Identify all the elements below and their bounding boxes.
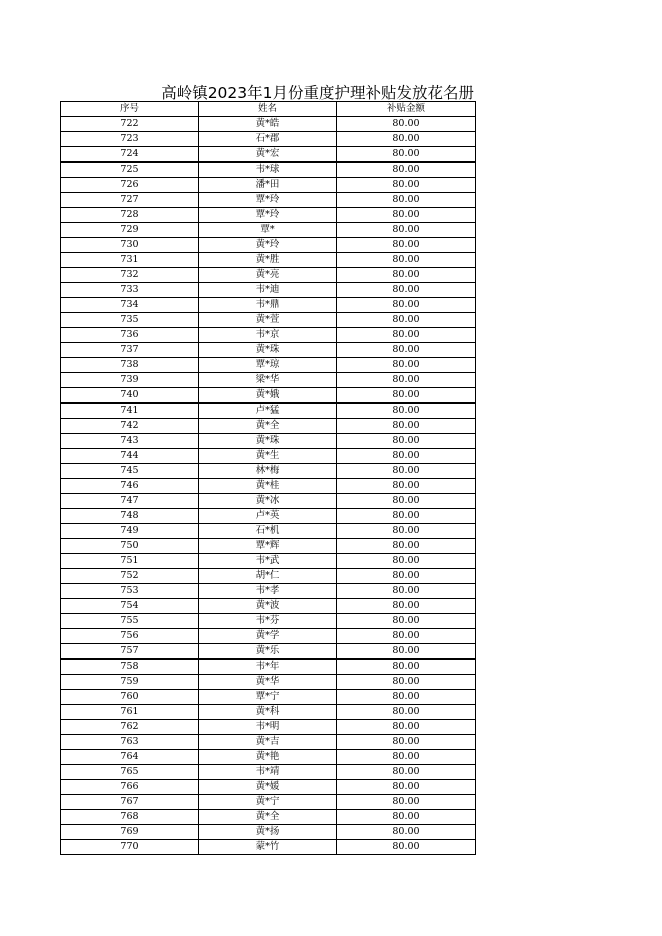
cell-amount: 80.00 — [337, 373, 476, 388]
table-row — [61, 223, 476, 238]
table-row — [61, 554, 476, 569]
cell-index: 759 — [61, 675, 199, 690]
cell-name: 韦*孝 — [199, 584, 337, 599]
cell-index: 761 — [61, 705, 199, 720]
cell-amount: 80.00 — [337, 765, 476, 780]
table-row — [61, 343, 476, 358]
table-row — [61, 599, 476, 614]
cell-name: 黄*扬 — [199, 825, 337, 840]
cell-amount: 80.00 — [337, 840, 476, 855]
cell-amount: 80.00 — [337, 253, 476, 268]
cell-name: 韦*球 — [199, 162, 337, 178]
table-row — [61, 644, 476, 660]
cell-name: 韦*靖 — [199, 765, 337, 780]
cell-name: 韦*鼎 — [199, 298, 337, 313]
table-row — [61, 117, 476, 132]
cell-name: 覃*玲 — [199, 208, 337, 223]
cell-amount: 80.00 — [337, 599, 476, 614]
table-row — [61, 328, 476, 343]
cell-amount: 80.00 — [337, 132, 476, 147]
cell-name: 覃* — [199, 223, 337, 238]
cell-name: 黄*学 — [199, 629, 337, 644]
table-row — [61, 178, 476, 193]
table-row — [61, 419, 476, 434]
cell-amount: 80.00 — [337, 479, 476, 494]
cell-name: 黄*萱 — [199, 313, 337, 328]
cell-amount: 80.00 — [337, 509, 476, 524]
table-row — [61, 403, 476, 419]
cell-index: 726 — [61, 178, 199, 193]
table-body — [61, 117, 476, 855]
cell-amount: 80.00 — [337, 810, 476, 825]
table-row — [61, 298, 476, 313]
cell-index: 768 — [61, 810, 199, 825]
table-row — [61, 373, 476, 388]
cell-amount: 80.00 — [337, 298, 476, 313]
cell-name: 韦*迪 — [199, 283, 337, 298]
cell-amount: 80.00 — [337, 358, 476, 373]
cell-index: 747 — [61, 494, 199, 509]
table-row — [61, 750, 476, 765]
cell-name: 黄*亮 — [199, 268, 337, 283]
table-row — [61, 840, 476, 855]
cell-amount: 80.00 — [337, 388, 476, 404]
cell-index: 743 — [61, 434, 199, 449]
cell-amount: 80.00 — [337, 283, 476, 298]
cell-name: 黄*宏 — [199, 147, 337, 163]
cell-index: 760 — [61, 690, 199, 705]
cell-amount: 80.00 — [337, 524, 476, 539]
cell-index: 723 — [61, 132, 199, 147]
cell-amount: 80.00 — [337, 705, 476, 720]
cell-index: 724 — [61, 147, 199, 163]
cell-index: 764 — [61, 750, 199, 765]
cell-index: 735 — [61, 313, 199, 328]
cell-index: 742 — [61, 419, 199, 434]
table-row — [61, 238, 476, 253]
cell-name: 黄*全 — [199, 810, 337, 825]
cell-index: 757 — [61, 644, 199, 660]
cell-index: 731 — [61, 253, 199, 268]
cell-name: 黄*科 — [199, 705, 337, 720]
cell-index: 754 — [61, 599, 199, 614]
cell-name: 黄*娥 — [199, 388, 337, 404]
cell-amount: 80.00 — [337, 735, 476, 750]
cell-index: 770 — [61, 840, 199, 855]
cell-name: 黄*胜 — [199, 253, 337, 268]
table-row — [61, 509, 476, 524]
table-row — [61, 193, 476, 208]
cell-index: 748 — [61, 509, 199, 524]
cell-name: 覃*辉 — [199, 539, 337, 554]
table-row — [61, 690, 476, 705]
cell-amount: 80.00 — [337, 795, 476, 810]
cell-amount: 80.00 — [337, 629, 476, 644]
table-row — [61, 313, 476, 328]
cell-amount: 80.00 — [337, 223, 476, 238]
table-row — [61, 795, 476, 810]
cell-index: 762 — [61, 720, 199, 735]
page-title-text: 高岭镇2023年1月份重度护理补贴发放花名册 — [161, 84, 474, 102]
table-row — [61, 825, 476, 840]
cell-name: 黄*玲 — [199, 238, 337, 253]
table-row — [61, 132, 476, 147]
cell-name: 黄*皓 — [199, 117, 337, 132]
cell-amount: 80.00 — [337, 419, 476, 434]
cell-name: 黄*吉 — [199, 735, 337, 750]
cell-index: 741 — [61, 403, 199, 419]
cell-amount: 80.00 — [337, 343, 476, 358]
cell-name: 韦*京 — [199, 328, 337, 343]
table-row — [61, 614, 476, 629]
cell-name: 石*郡 — [199, 132, 337, 147]
table-row — [61, 479, 476, 494]
cell-name: 蒙*竹 — [199, 840, 337, 855]
cell-amount: 80.00 — [337, 690, 476, 705]
cell-name: 黄*全 — [199, 419, 337, 434]
cell-amount: 80.00 — [337, 825, 476, 840]
cell-index: 765 — [61, 765, 199, 780]
cell-name: 韦*武 — [199, 554, 337, 569]
table-row — [61, 147, 476, 163]
cell-index: 766 — [61, 780, 199, 795]
cell-amount: 80.00 — [337, 208, 476, 223]
cell-index: 758 — [61, 659, 199, 675]
cell-name: 梁*华 — [199, 373, 337, 388]
cell-amount: 80.00 — [337, 313, 476, 328]
cell-index: 744 — [61, 449, 199, 464]
cell-index: 769 — [61, 825, 199, 840]
cell-index: 730 — [61, 238, 199, 253]
cell-index: 733 — [61, 283, 199, 298]
cell-amount: 80.00 — [337, 494, 476, 509]
cell-index: 729 — [61, 223, 199, 238]
cell-name: 韦*明 — [199, 720, 337, 735]
table-row — [61, 629, 476, 644]
cell-index: 725 — [61, 162, 199, 178]
cell-name: 黄*华 — [199, 675, 337, 690]
cell-index: 746 — [61, 479, 199, 494]
cell-name: 潘*田 — [199, 178, 337, 193]
cell-amount: 80.00 — [337, 238, 476, 253]
cell-amount: 80.00 — [337, 268, 476, 283]
cell-index: 751 — [61, 554, 199, 569]
cell-amount: 80.00 — [337, 539, 476, 554]
cell-index: 756 — [61, 629, 199, 644]
cell-amount: 80.00 — [337, 403, 476, 419]
table-row — [61, 208, 476, 223]
cell-index: 739 — [61, 373, 199, 388]
table-row — [61, 388, 476, 404]
cell-index: 745 — [61, 464, 199, 479]
cell-index: 767 — [61, 795, 199, 810]
cell-index: 728 — [61, 208, 199, 223]
table-row — [61, 434, 476, 449]
cell-amount: 80.00 — [337, 193, 476, 208]
cell-amount: 80.00 — [337, 434, 476, 449]
cell-name: 黄*珠 — [199, 343, 337, 358]
cell-name: 覃*玲 — [199, 193, 337, 208]
table-row — [61, 720, 476, 735]
cell-name: 覃*宁 — [199, 690, 337, 705]
cell-index: 738 — [61, 358, 199, 373]
cell-name: 黄*宁 — [199, 795, 337, 810]
cell-index: 737 — [61, 343, 199, 358]
roster-table — [60, 101, 476, 855]
cell-index: 752 — [61, 569, 199, 584]
cell-name: 卢*猛 — [199, 403, 337, 419]
cell-name: 韦*芬 — [199, 614, 337, 629]
cell-amount: 80.00 — [337, 659, 476, 675]
table-row — [61, 162, 476, 178]
table-row — [61, 253, 476, 268]
table-row — [61, 283, 476, 298]
cell-amount: 80.00 — [337, 147, 476, 163]
table-row — [61, 268, 476, 283]
cell-amount: 80.00 — [337, 117, 476, 132]
cell-name: 覃*琼 — [199, 358, 337, 373]
page-title — [60, 84, 474, 102]
cell-amount: 80.00 — [337, 720, 476, 735]
cell-name: 卢*英 — [199, 509, 337, 524]
cell-amount: 80.00 — [337, 328, 476, 343]
table-row — [61, 539, 476, 554]
table-header-row — [61, 102, 476, 117]
cell-index: 740 — [61, 388, 199, 404]
header-name: 姓名 — [199, 102, 337, 117]
cell-amount: 80.00 — [337, 554, 476, 569]
table-row — [61, 780, 476, 795]
cell-name: 胡*仁 — [199, 569, 337, 584]
cell-name: 黄*珠 — [199, 434, 337, 449]
cell-amount: 80.00 — [337, 584, 476, 599]
cell-amount: 80.00 — [337, 644, 476, 660]
header-index: 序号 — [61, 102, 199, 117]
table-row — [61, 358, 476, 373]
table-row — [61, 569, 476, 584]
cell-name: 韦*年 — [199, 659, 337, 675]
cell-amount: 80.00 — [337, 675, 476, 690]
table-row — [61, 659, 476, 675]
cell-name: 黄*冰 — [199, 494, 337, 509]
table-row — [61, 765, 476, 780]
cell-index: 763 — [61, 735, 199, 750]
cell-name: 石*机 — [199, 524, 337, 539]
table-row — [61, 735, 476, 750]
cell-index: 736 — [61, 328, 199, 343]
cell-name: 林*梅 — [199, 464, 337, 479]
cell-name: 黄*媛 — [199, 780, 337, 795]
table-row — [61, 449, 476, 464]
cell-index: 732 — [61, 268, 199, 283]
cell-name: 黄*生 — [199, 449, 337, 464]
table-row — [61, 524, 476, 539]
cell-index: 734 — [61, 298, 199, 313]
cell-index: 753 — [61, 584, 199, 599]
cell-amount: 80.00 — [337, 464, 476, 479]
cell-index: 722 — [61, 117, 199, 132]
cell-index: 727 — [61, 193, 199, 208]
table-row — [61, 705, 476, 720]
cell-amount: 80.00 — [337, 569, 476, 584]
cell-index: 750 — [61, 539, 199, 554]
table-row — [61, 810, 476, 825]
cell-amount: 80.00 — [337, 162, 476, 178]
cell-name: 黄*艳 — [199, 750, 337, 765]
cell-amount: 80.00 — [337, 780, 476, 795]
cell-index: 749 — [61, 524, 199, 539]
cell-amount: 80.00 — [337, 750, 476, 765]
cell-amount: 80.00 — [337, 449, 476, 464]
header-amount: 补贴金额 — [337, 102, 476, 117]
cell-name: 黄*波 — [199, 599, 337, 614]
cell-amount: 80.00 — [337, 178, 476, 193]
cell-name: 黄*桂 — [199, 479, 337, 494]
cell-index: 755 — [61, 614, 199, 629]
table-row — [61, 464, 476, 479]
table-row — [61, 494, 476, 509]
table-row — [61, 584, 476, 599]
cell-amount: 80.00 — [337, 614, 476, 629]
table-row — [61, 675, 476, 690]
cell-name: 黄*乐 — [199, 644, 337, 660]
